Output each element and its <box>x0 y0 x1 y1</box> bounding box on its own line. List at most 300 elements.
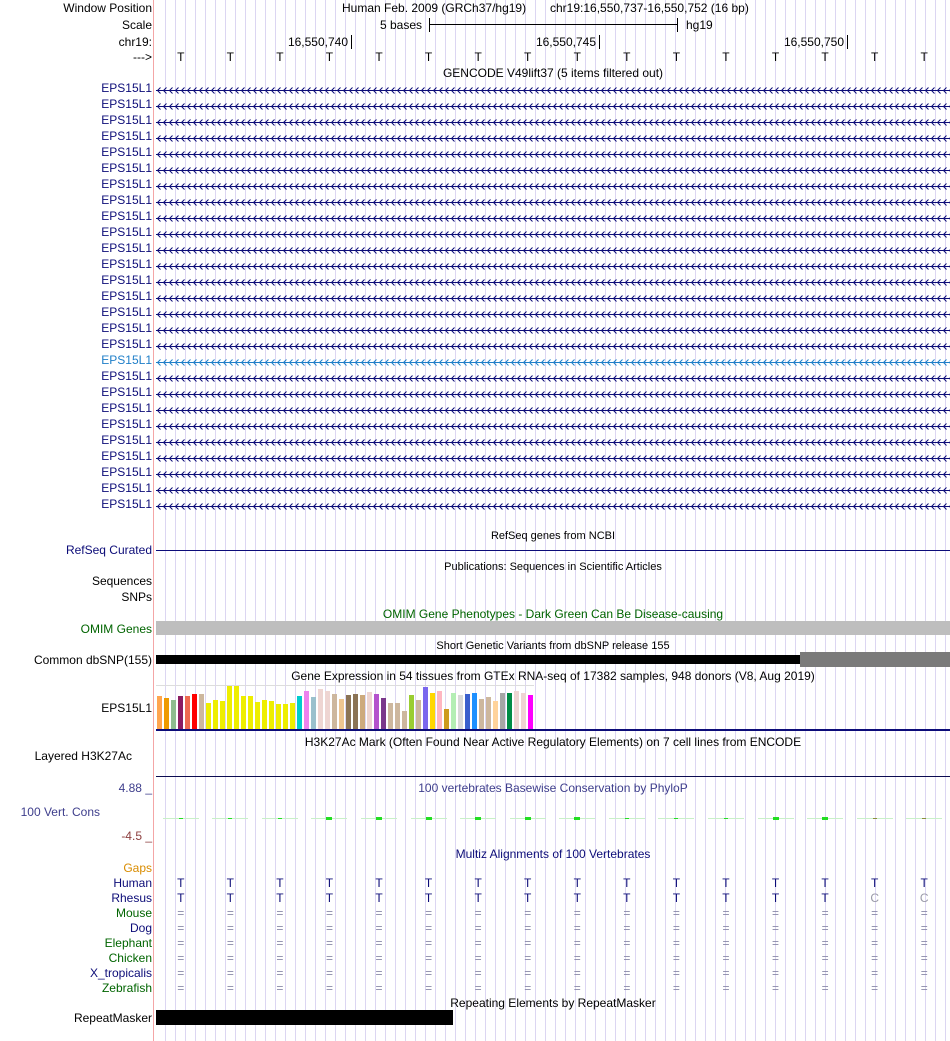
omim-label[interactable]: OMIM Genes <box>80 622 152 636</box>
snps-label[interactable]: SNPs <box>121 590 152 604</box>
alignment-base: = <box>325 921 333 935</box>
gene-model[interactable] <box>156 196 950 205</box>
sequence-base: T <box>474 50 482 64</box>
phylop-score-mark <box>179 818 183 819</box>
coord-tick: 16,550,740 <box>288 35 352 49</box>
gtex-bar[interactable] <box>297 696 302 729</box>
alignment-base: = <box>821 981 829 995</box>
alignment-base: C <box>870 891 879 905</box>
alignment-base: = <box>425 906 433 920</box>
alignment-base: T <box>375 876 383 890</box>
gtex-bar[interactable] <box>465 694 470 729</box>
publications-title[interactable]: Publications: Sequences in Scientific Articles <box>444 561 662 573</box>
repeatmasker-title[interactable]: Repeating Elements by RepeatMasker <box>450 996 656 1010</box>
alignment-base: = <box>474 936 482 950</box>
sequence-base: T <box>672 50 681 64</box>
position-readout: chr19:16,550,737-16,550,752 (16 bp) <box>550 1 749 15</box>
gtex-bar[interactable] <box>269 701 274 729</box>
alignment-base: T <box>722 876 730 890</box>
alignment-base: = <box>821 951 829 965</box>
phylop-score-mark <box>228 818 232 819</box>
gtex-bar[interactable] <box>332 694 337 729</box>
gene-label[interactable]: EPS15L1 <box>101 385 152 399</box>
coord-tick: 16,550,745 <box>536 35 600 49</box>
phylop-score-mark <box>574 817 580 820</box>
gene-label[interactable]: EPS15L1 <box>101 289 152 303</box>
gtex-bar[interactable] <box>213 700 218 729</box>
alignment-base: = <box>375 936 383 950</box>
label-divider <box>153 0 154 1041</box>
alignment-base: = <box>871 966 879 980</box>
alignment-base: = <box>524 936 532 950</box>
alignment-base: = <box>276 906 284 920</box>
alignment-base: = <box>573 936 581 950</box>
gtex-bar[interactable] <box>206 703 211 729</box>
gene-model[interactable] <box>156 324 950 333</box>
gene-label[interactable]: EPS15L1 <box>101 449 152 463</box>
alignment-base: = <box>623 966 631 980</box>
gene-model[interactable] <box>156 228 950 237</box>
species-label[interactable]: Mouse <box>115 906 152 920</box>
alignment-base: T <box>672 891 681 905</box>
gtex-bar[interactable] <box>367 692 372 729</box>
alignment-base: = <box>871 906 879 920</box>
gene-model[interactable] <box>156 132 950 141</box>
gtex-bar[interactable] <box>311 697 316 729</box>
dbsnp-variant-bar[interactable] <box>800 652 950 667</box>
gene-model[interactable] <box>156 260 950 269</box>
alignment-base: T <box>474 876 482 890</box>
gtex-bar[interactable] <box>486 697 491 729</box>
sequence-base: T <box>177 50 185 64</box>
species-label[interactable]: Zebrafish <box>101 981 152 995</box>
phylop-score-mark <box>525 817 531 820</box>
gtex-bar[interactable] <box>241 696 246 729</box>
phylop-score-mark <box>278 818 282 819</box>
alignment-base: T <box>474 891 482 905</box>
alignment-base: = <box>276 936 284 950</box>
gtex-bar[interactable] <box>374 694 379 729</box>
phylop-score-mark <box>475 817 481 820</box>
gene-model[interactable] <box>156 244 950 253</box>
alignment-base: = <box>375 966 383 980</box>
gene-model[interactable] <box>156 164 950 173</box>
h3k27ac-label[interactable]: Layered H3K27Ac <box>34 749 132 763</box>
refseq-title[interactable]: RefSeq genes from NCBI <box>490 530 616 542</box>
alignment-base: = <box>375 906 383 920</box>
alignment-base: = <box>573 966 581 980</box>
refseq-gene-line[interactable] <box>156 550 950 551</box>
publications-label[interactable]: Sequences <box>91 574 152 588</box>
gene-model[interactable] <box>156 84 950 93</box>
gene-label[interactable]: EPS15L1 <box>101 113 152 127</box>
gtex-title[interactable]: Gene Expression in 54 tissues from GTEx RNA-seq of 17382 samples, 948 donors (V8, Aug 2019) <box>291 669 815 683</box>
alignment-base: = <box>573 921 581 935</box>
alignment-base: T <box>177 876 185 890</box>
alignment-base: T <box>623 876 631 890</box>
assembly-title: Human Feb. 2009 (GRCh37/hg19) <box>342 1 527 15</box>
alignment-base: C <box>919 891 929 905</box>
gtex-bar[interactable] <box>493 701 498 729</box>
phylop-score-mark <box>873 818 877 819</box>
species-label[interactable]: Elephant <box>104 936 152 950</box>
alignment-base: = <box>425 966 433 980</box>
gtex-bar[interactable] <box>178 696 183 729</box>
sequence-base: T <box>821 50 829 64</box>
gene-label[interactable]: EPS15L1 <box>101 497 152 511</box>
sequence-base: T <box>573 50 581 64</box>
gene-label[interactable]: EPS15L1 <box>101 465 152 479</box>
alignment-base: = <box>325 936 333 950</box>
dbsnp-label[interactable]: Common dbSNP(155) <box>33 653 152 667</box>
gtex-bar[interactable] <box>227 686 232 729</box>
alignment-base: T <box>375 891 383 905</box>
gene-model[interactable] <box>156 308 950 317</box>
chrom-label: chr19: <box>118 35 152 49</box>
gtex-bar[interactable] <box>318 689 323 729</box>
species-label[interactable]: Chicken <box>108 951 152 965</box>
gene-model[interactable] <box>156 500 950 509</box>
gene-label[interactable]: EPS15L1 <box>101 481 152 495</box>
alignment-base: = <box>871 981 879 995</box>
alignment-base: T <box>524 891 532 905</box>
alignment-base: = <box>672 921 680 935</box>
omim-bar[interactable] <box>156 621 950 635</box>
alignment-base: = <box>722 966 730 980</box>
alignment-base: = <box>623 951 631 965</box>
gtex-bar[interactable] <box>381 698 386 729</box>
phylop-score-mark <box>724 818 728 819</box>
alignment-base: = <box>871 936 879 950</box>
gene-label[interactable]: EPS15L1 <box>101 433 152 447</box>
alignment-base: = <box>177 981 185 995</box>
gtex-bar[interactable] <box>304 691 309 729</box>
alignment-base: = <box>226 936 234 950</box>
gtex-bar[interactable] <box>283 704 288 729</box>
alignment-base: = <box>672 906 680 920</box>
gtex-bar[interactable] <box>339 699 344 729</box>
alignment-base: = <box>821 966 829 980</box>
gtex-bar[interactable] <box>479 699 484 729</box>
alignment-base: = <box>226 981 234 995</box>
gencode-title[interactable]: GENCODE V49lift37 (5 items filtered out) <box>442 66 664 80</box>
gtex-bar[interactable] <box>234 686 239 729</box>
gtex-bar[interactable] <box>171 700 176 729</box>
alignment-base: = <box>573 981 581 995</box>
alignment-base: T <box>524 876 532 890</box>
gtex-bar[interactable] <box>164 698 169 729</box>
multiz-title[interactable]: Multiz Alignments of 100 Vertebrates <box>455 847 651 861</box>
gtex-bar[interactable] <box>157 696 162 729</box>
sequence-base: T <box>870 50 879 64</box>
alignment-base: = <box>425 921 433 935</box>
gtex-bar[interactable] <box>276 704 281 729</box>
phylop-label[interactable]: 100 Vert. Cons <box>20 805 100 819</box>
alignment-base: = <box>672 951 680 965</box>
gtex-bar[interactable] <box>353 694 358 729</box>
gtex-bar[interactable] <box>325 691 330 729</box>
gene-label[interactable]: EPS15L1 <box>101 305 152 319</box>
alignment-base: = <box>821 906 829 920</box>
alignment-base: = <box>772 951 780 965</box>
gene-model[interactable] <box>156 404 950 413</box>
gtex-bar[interactable] <box>472 693 477 729</box>
alignment-base: = <box>474 921 482 935</box>
alignment-base: = <box>375 981 383 995</box>
alignment-base: = <box>276 966 284 980</box>
gene-model[interactable] <box>156 420 950 429</box>
gtex-bar[interactable] <box>248 696 253 729</box>
gtex-bar[interactable] <box>199 694 204 729</box>
alignment-base: = <box>722 936 730 950</box>
alignment-base: = <box>920 981 928 995</box>
alignment-base: = <box>474 981 482 995</box>
alignment-base: = <box>177 936 185 950</box>
gene-model[interactable] <box>156 116 950 125</box>
phylop-score-mark <box>922 818 926 819</box>
species-label[interactable]: X_tropicalis <box>89 966 152 980</box>
gene-label[interactable]: EPS15L1 <box>101 145 152 159</box>
alignment-base: T <box>623 891 631 905</box>
alignment-base: = <box>672 981 680 995</box>
gtex-bar[interactable] <box>423 687 428 729</box>
gene-label[interactable]: EPS15L1 <box>101 225 152 239</box>
gene-label[interactable]: EPS15L1 <box>101 273 152 287</box>
alignment-base: = <box>623 936 631 950</box>
scale-label: Scale <box>121 18 152 32</box>
sequence-base: T <box>524 50 532 64</box>
alignment-base: T <box>325 876 334 890</box>
gene-label[interactable]: EPS15L1 <box>101 193 152 207</box>
gtex-bar[interactable] <box>402 711 407 729</box>
alignment-base: = <box>920 936 928 950</box>
gtex-bar[interactable] <box>521 693 526 729</box>
gene-model[interactable] <box>156 452 950 461</box>
gene-model[interactable] <box>156 276 950 285</box>
alignment-base: = <box>920 951 928 965</box>
alignment-base: = <box>772 936 780 950</box>
sequence-base: T <box>424 50 433 64</box>
alignment-base: = <box>425 936 433 950</box>
gtex-bar[interactable] <box>255 702 260 729</box>
alignment-base: = <box>772 981 780 995</box>
sequence-base: T <box>623 50 631 64</box>
gtex-bar[interactable] <box>451 693 456 729</box>
gene-model[interactable] <box>156 436 950 445</box>
sequence-base: T <box>276 50 284 64</box>
alignment-base: = <box>177 921 185 935</box>
alignment-base: = <box>524 981 532 995</box>
gtex-bar[interactable] <box>360 695 365 729</box>
alignment-base: = <box>772 906 780 920</box>
alignment-base: = <box>524 906 532 920</box>
refseq-label[interactable]: RefSeq Curated <box>65 543 152 557</box>
alignment-base: T <box>920 876 928 890</box>
alignment-base: = <box>623 921 631 935</box>
gtex-bar[interactable] <box>514 691 519 729</box>
gene-label[interactable]: EPS15L1 <box>101 321 152 335</box>
alignment-base: T <box>276 876 284 890</box>
alignment-base: = <box>722 921 730 935</box>
gene-label[interactable]: EPS15L1 <box>101 337 152 351</box>
alignment-base: = <box>177 966 185 980</box>
gene-label[interactable]: EPS15L1 <box>101 369 152 383</box>
gene-label[interactable]: EPS15L1 <box>101 177 152 191</box>
alignment-base: = <box>325 951 333 965</box>
gene-model[interactable] <box>156 340 950 349</box>
alignment-base: = <box>226 906 234 920</box>
gene-model[interactable] <box>156 148 950 157</box>
alignment-base: = <box>920 906 928 920</box>
alignment-base: T <box>325 891 334 905</box>
gtex-bar[interactable] <box>290 703 295 729</box>
alignment-base: = <box>920 966 928 980</box>
scale-bar-right-tick <box>677 18 678 32</box>
gtex-bar[interactable] <box>192 694 197 729</box>
alignment-base: T <box>672 876 681 890</box>
repeatmasker-label[interactable]: RepeatMasker <box>73 1011 152 1025</box>
gtex-bar[interactable] <box>416 700 421 729</box>
alignment-base: = <box>920 921 928 935</box>
sequence-base: T <box>920 50 928 64</box>
gene-model[interactable] <box>156 372 950 381</box>
species-label[interactable]: Rhesus <box>111 891 152 905</box>
gene-model[interactable] <box>156 468 950 477</box>
gtex-bar[interactable] <box>437 691 442 729</box>
alignment-base: = <box>325 966 333 980</box>
gtex-bar[interactable] <box>409 695 414 729</box>
gene-label[interactable]: EPS15L1 <box>101 241 152 255</box>
phylop-score-mark <box>625 818 629 819</box>
dbsnp-title[interactable]: Short Genetic Variants from dbSNP release 155 <box>436 640 670 652</box>
gene-model[interactable] <box>156 292 950 301</box>
alignment-base: = <box>276 921 284 935</box>
gene-model[interactable] <box>156 356 950 365</box>
alignment-base: = <box>722 951 730 965</box>
gtex-bar[interactable] <box>444 709 449 729</box>
alignment-base: = <box>871 951 879 965</box>
alignment-base: T <box>821 891 829 905</box>
alignment-base: = <box>325 906 333 920</box>
alignment-base: = <box>722 906 730 920</box>
scale-bar <box>429 24 677 25</box>
sequence-base: T <box>771 50 780 64</box>
scale-bar-left-tick <box>429 18 430 32</box>
species-label[interactable]: Dog <box>129 921 152 935</box>
alignment-base: = <box>573 906 581 920</box>
alignment-base: T <box>573 891 581 905</box>
scale-db: hg19 <box>686 18 713 32</box>
alignment-base: = <box>821 936 829 950</box>
gtex-bar[interactable] <box>528 695 533 729</box>
gtex-bar[interactable] <box>500 693 505 729</box>
window-position-label: Window Position <box>63 1 152 15</box>
phylop-max: 4.88 _ <box>118 781 152 795</box>
repeatmasker-element[interactable] <box>156 1010 453 1025</box>
h3k27ac-baseline <box>156 776 950 777</box>
alignment-base: = <box>177 906 185 920</box>
gtex-bar[interactable] <box>507 693 512 729</box>
gtex-bar[interactable] <box>346 695 351 729</box>
gtex-label[interactable]: EPS15L1 <box>101 701 152 715</box>
coord-tick: 16,550,750 <box>784 35 848 49</box>
alignment-base: = <box>425 981 433 995</box>
alignment-base: T <box>424 891 433 905</box>
alignment-base: T <box>424 876 433 890</box>
alignment-base: = <box>474 951 482 965</box>
alignment-base: = <box>573 951 581 965</box>
gtex-bar[interactable] <box>395 703 400 729</box>
gene-label[interactable]: EPS15L1 <box>101 81 152 95</box>
gaps-label[interactable]: Gaps <box>123 861 152 875</box>
omim-title[interactable]: OMIM Gene Phenotypes - Dark Green Can Be Disease-causing <box>382 607 724 621</box>
alignment-base: = <box>524 921 532 935</box>
alignment-base: = <box>672 936 680 950</box>
alignment-base: = <box>375 951 383 965</box>
phylop-score-mark <box>822 817 828 820</box>
scale-text: 5 bases <box>380 18 423 32</box>
alignment-base: T <box>722 891 730 905</box>
gtex-bar[interactable] <box>430 693 435 729</box>
alignment-base: = <box>772 921 780 935</box>
alignment-base: = <box>623 981 631 995</box>
alignment-base: T <box>226 891 235 905</box>
alignment-base: T <box>771 876 780 890</box>
gene-model[interactable] <box>156 388 950 397</box>
gtex-bar[interactable] <box>388 703 393 729</box>
sequence-base: T <box>722 50 730 64</box>
alignment-base: T <box>771 891 780 905</box>
gtex-bar[interactable] <box>262 700 267 729</box>
sequence-base: T <box>325 50 334 64</box>
gtex-bar[interactable] <box>185 696 190 729</box>
alignment-base: = <box>276 951 284 965</box>
species-label[interactable]: Human <box>113 876 152 890</box>
alignment-base: T <box>177 891 185 905</box>
gene-model[interactable] <box>156 100 950 109</box>
gene-model[interactable] <box>156 484 950 493</box>
gtex-bar[interactable] <box>458 695 463 729</box>
gene-label[interactable]: EPS15L1 <box>101 257 152 271</box>
alignment-base: = <box>672 966 680 980</box>
alignment-base: T <box>226 876 235 890</box>
gene-label[interactable]: EPS15L1 <box>101 129 152 143</box>
alignment-base: = <box>821 921 829 935</box>
gtex-bar[interactable] <box>220 701 225 729</box>
alignment-base: = <box>524 966 532 980</box>
phylop-score-mark <box>773 817 779 820</box>
gene-label[interactable]: EPS15L1 <box>101 401 152 415</box>
gene-model[interactable] <box>156 180 950 189</box>
alignment-base: = <box>623 906 631 920</box>
sequence-base: T <box>226 50 235 64</box>
phylop-title[interactable]: 100 vertebrates Basewise Conservation by PhyloP <box>418 781 688 795</box>
phylop-score-mark <box>426 817 432 820</box>
gene-label[interactable]: EPS15L1 <box>101 209 152 223</box>
gene-model[interactable] <box>156 212 950 221</box>
phylop-min: -4.5 _ <box>121 829 152 843</box>
alignment-base: T <box>573 876 581 890</box>
gene-label[interactable]: EPS15L1 <box>101 417 152 431</box>
alignment-base: = <box>772 966 780 980</box>
gene-label[interactable]: EPS15L1 <box>101 353 152 367</box>
alignment-base: = <box>226 921 234 935</box>
gene-label[interactable]: EPS15L1 <box>101 97 152 111</box>
h3k27ac-title[interactable]: H3K27Ac Mark (Often Found Near Active Regulatory Elements) on 7 cell lines from ENCODE <box>304 735 802 749</box>
alignment-base: T <box>276 891 284 905</box>
alignment-base: = <box>177 951 185 965</box>
gene-label[interactable]: EPS15L1 <box>101 161 152 175</box>
